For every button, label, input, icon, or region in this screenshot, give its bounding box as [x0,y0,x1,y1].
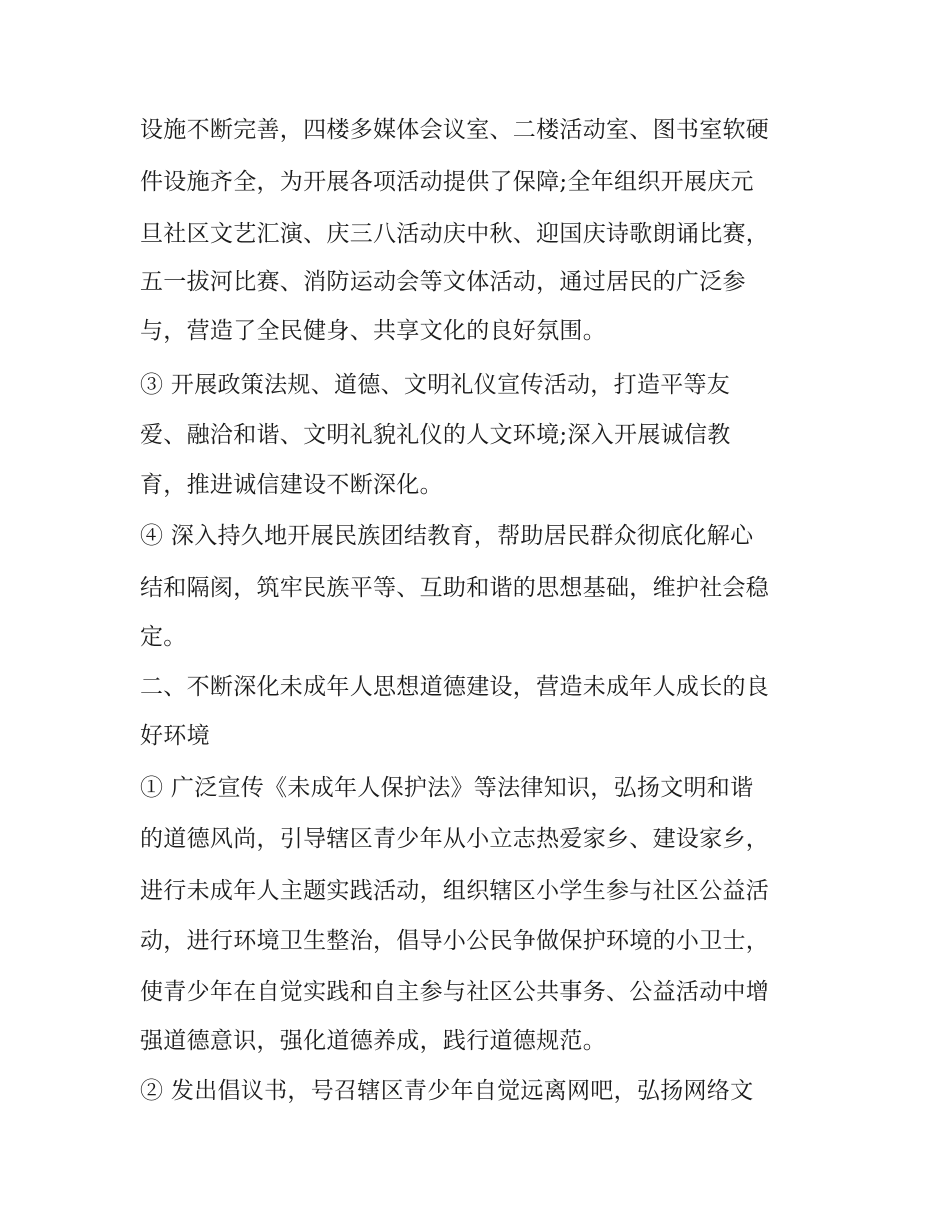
text-line: 设施不断完善，四楼多媒体会议室、二楼活动室、图书室软硬 [140,117,770,143]
text-line: 的道德风尚，引导辖区青少年从小立志热爱家乡、建设家乡， [140,826,770,852]
text-line: 爱、融洽和谐、文明礼貌礼仪的人文环境;深入开展诚信教 [140,422,731,448]
list-item-3: ③ 开展政策法规、道德、文明礼仪宣传活动，打造平等友 [140,372,731,398]
list-item-4: ④ 深入持久地开展民族团结教育，帮助居民群众彻底化解心 [140,523,754,549]
text-line: 进行未成年人主题实践活动，组织辖区小学生参与社区公益活 [140,878,770,904]
list-item-2: ② 发出倡议书，号召辖区青少年自觉远离网吧，弘扬网络文 [140,1078,754,1104]
text-line: 与，营造了全民健身、共享文化的良好氛围。 [140,318,606,344]
section-heading: 好环境 [140,723,210,749]
section-heading: 二、不断深化未成年人思想道德建设，营造未成年人成长的良 [140,674,770,700]
text-line: 定。 [140,624,187,650]
text-line: 强道德意识，强化道德养成，践行道德规范。 [140,1028,606,1054]
text-line: 结和隔阂，筑牢民族平等、互助和谐的思想基础，维护社会稳 [140,575,770,601]
text-line: 动，进行环境卫生整治，倡导小公民争做保护环境的小卫士， [140,928,770,954]
text-line: 育，推进诚信建设不断深化。 [140,472,443,498]
text-line: 旦社区文艺汇演、庆三八活动庆中秋、迎国庆诗歌朗诵比赛， [140,221,770,247]
text-line: 五一拔河比赛、消防运动会等文体活动，通过居民的广泛参 [140,269,746,295]
text-line: 件设施齐全，为开展各项活动提供了保障;全年组织开展庆元 [140,169,754,195]
list-item-1: ① 广泛宣传《未成年人保护法》等法律知识，弘扬文明和谐 [140,775,754,801]
text-line: 使青少年在自觉实践和自主参与社区公共事务、公益活动中增 [140,979,770,1005]
